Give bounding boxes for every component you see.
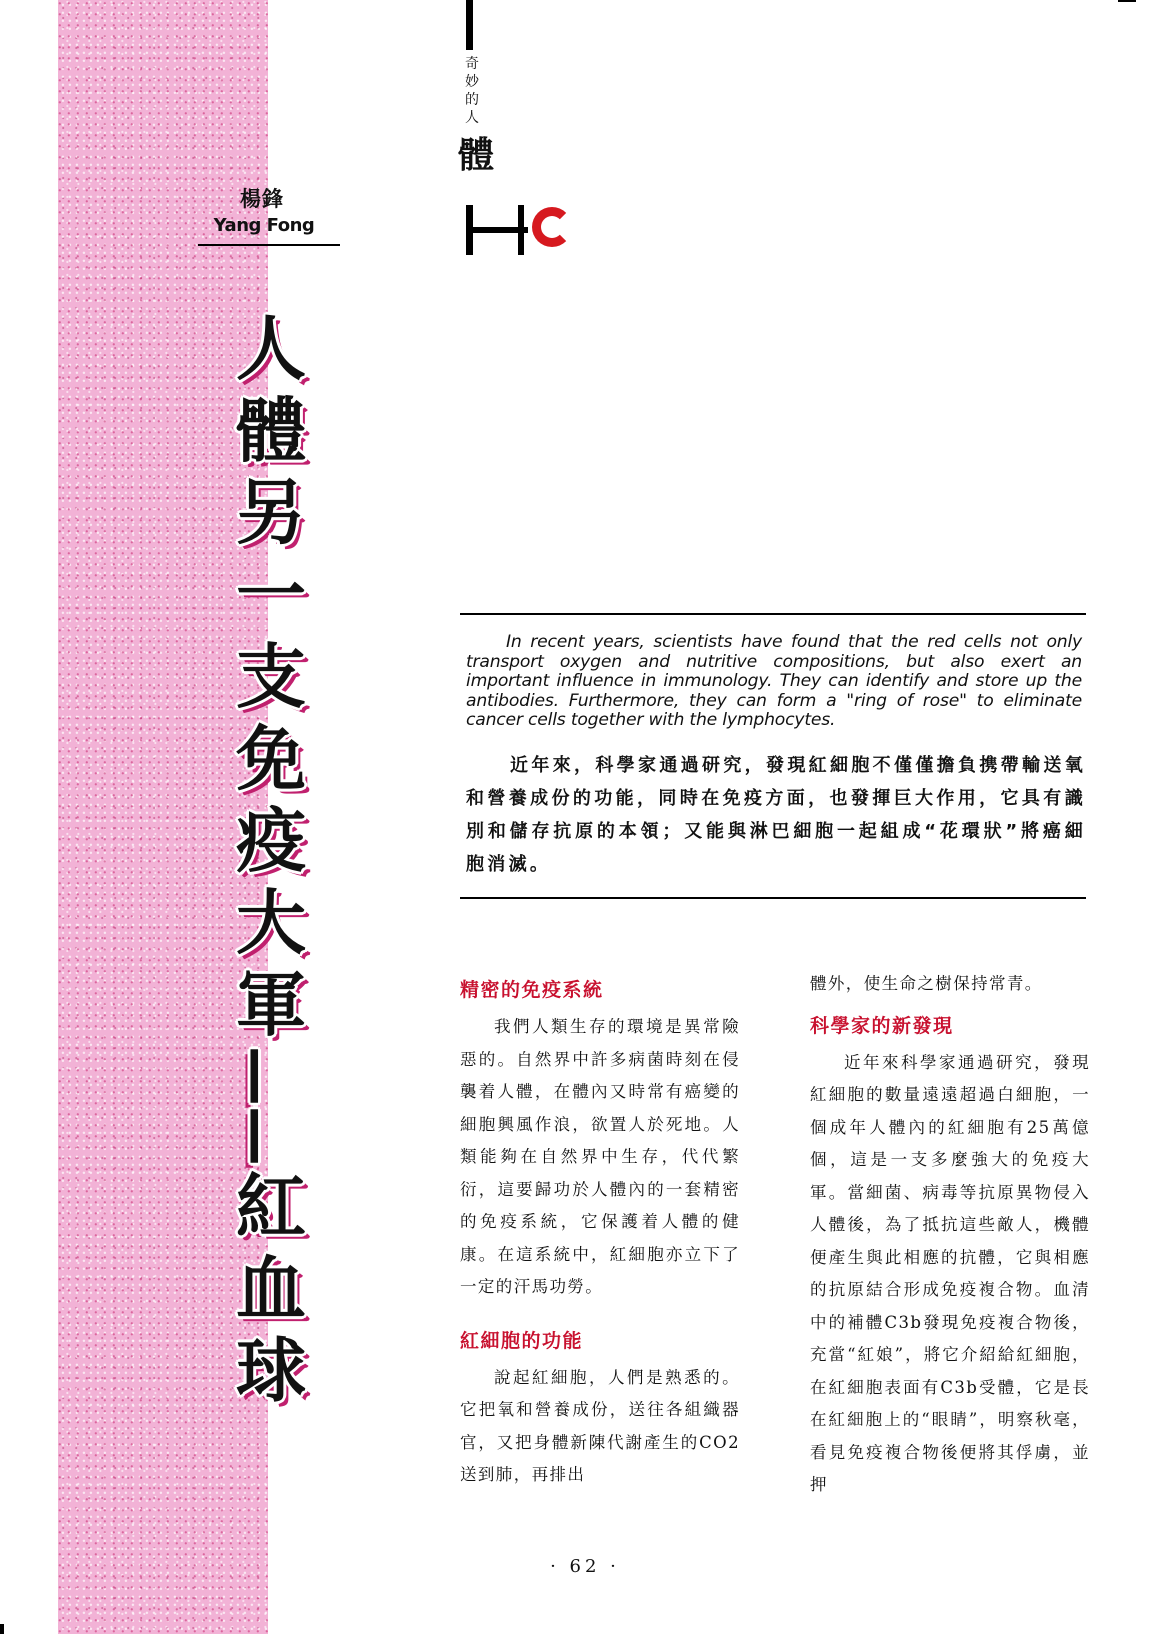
- abstract-top-rule: [460, 613, 1086, 615]
- series-column-mark: [458, 0, 602, 265]
- abstract-chinese: 近年來，科學家通過研究，發現紅細胞不僅僅擔負携帶輸送氧和營養成份的功能，同時在免疫方面，也發揮巨大作用，它具有識別和儲存抗原的本領；又能與淋巴細胞一起組成“花環狀”將癌細胞消滅。: [466, 755, 1086, 875]
- title-char: 體: [236, 390, 306, 472]
- hc-logo-stem: [518, 205, 524, 255]
- section-paragraph-continued: 體外，使生命之樹保持常青。: [810, 974, 1043, 993]
- hc-logo-c-icon: [532, 207, 572, 247]
- page-number: · 62 ·: [550, 1556, 620, 1577]
- title-char: 另: [236, 472, 306, 554]
- author-underline: [198, 244, 340, 246]
- author-byline: [198, 183, 338, 236]
- title-char: 免: [236, 718, 306, 800]
- section-heading-new-discovery: 科學家的新發現: [810, 1014, 954, 1037]
- body-column-right: [810, 975, 1090, 1502]
- crop-mark: [0, 1624, 4, 1634]
- series-big-char: 體: [458, 134, 495, 176]
- series-top-bar: [466, 0, 473, 50]
- author-name-en: Yang Fong: [213, 215, 315, 236]
- title-char: 一: [236, 554, 306, 636]
- article-title: [223, 308, 316, 1412]
- title-dash: ——: [223, 1046, 293, 1166]
- section-paragraph: 近年來科學家通過研究，發現紅細胞的數量遠遠超過白細胞，一個成年人體內的紅細胞有25萬億個，這是一支多麼強大的免疫大軍。當細菌、病毒等抗原異物侵入人體後，為了抵抗這些敵人，機體便產生與此相應的抗體，它與相應的抗原結合形成免疫複合物。血清中的補體C3b發現免疫複合物後，充當“紅娘”，將它介紹給紅細胞，在紅細胞表面有C3b受體，它是長在紅細胞上的“眼睛”，明察秋毫，看見免疫複合物後便將其俘虜，並押: [810, 1052, 1090, 1494]
- series-label-char: 的: [465, 92, 479, 108]
- series-label-char: 妙: [465, 74, 479, 90]
- title-char: 支: [236, 636, 306, 718]
- title-char: 疫: [236, 800, 306, 882]
- series-label-char: 人: [465, 110, 479, 126]
- abstract-english: In recent years, scientists have found that the red cells not only transport oxygen and nutritive compositions, but also exert an important influence in immunology. They can identify and store up the antibodies. Furthermore, they can form a "ring of rose" to eliminate cancer cells together with the lymphocytes.: [466, 632, 1082, 730]
- crop-mark: [1118, 0, 1136, 2]
- title-char: 人: [236, 308, 306, 390]
- title-char: 球: [236, 1330, 306, 1412]
- body-column-left: [460, 975, 740, 1492]
- title-char: 紅: [236, 1166, 306, 1248]
- title-char: 血: [236, 1248, 306, 1330]
- series-label: [462, 55, 482, 127]
- section-paragraph: 說起紅細胞，人們是熟悉的。它把氧和營養成份，送往各組織器官，又把身體新陳代謝產生的CO2送到肺，再排出: [460, 1367, 740, 1484]
- section-heading-red-cell-function: 紅細胞的功能: [460, 1329, 584, 1352]
- section-paragraph: 我們人類生存的環境是異常險惡的。自然界中許多病菌時刻在侵襲着人體，在體內又時常有癌變的細胞興風作浪，欲置人於死地。人類能夠在自然界中生存，代代繁衍，這要歸功於人體內的一套精密的免疫系統，它保護着人體的健康。在這系統中，紅細胞亦立下了一定的汗馬功勞。: [460, 1017, 740, 1296]
- author-name-cn: 楊鋒: [240, 187, 284, 211]
- abstract-bottom-rule: [460, 897, 1086, 899]
- series-label-char: 奇: [465, 56, 479, 72]
- title-char: 軍: [236, 964, 306, 1046]
- title-char: 大: [236, 882, 306, 964]
- section-heading-immune-system: 精密的免疫系統: [460, 979, 604, 1001]
